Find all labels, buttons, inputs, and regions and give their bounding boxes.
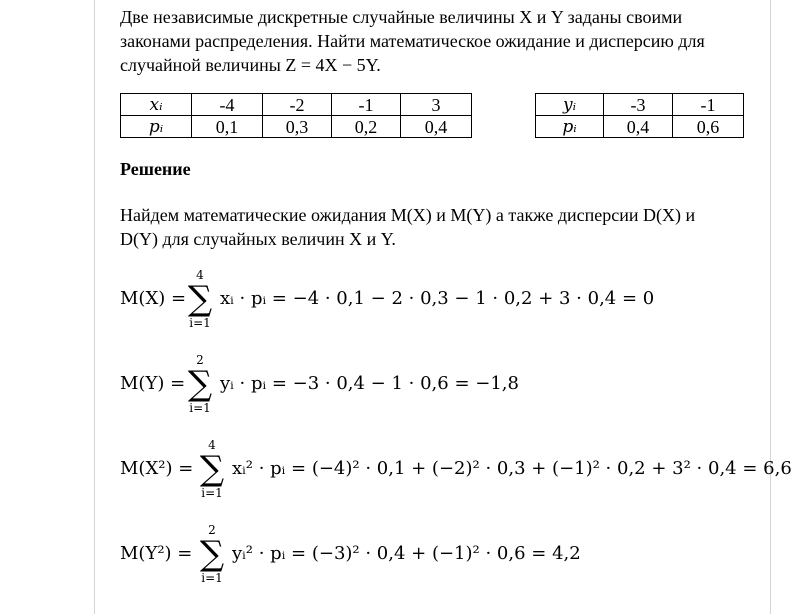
- table-cell: -1: [673, 94, 744, 116]
- sigma-symbol: ∑: [187, 364, 213, 404]
- page-margin-line-left: [94, 0, 95, 614]
- problem-statement: [120, 5, 760, 77]
- solution-heading: Решение: [120, 159, 191, 179]
- summation-sign: [184, 353, 216, 415]
- table-cell: 0,1: [192, 116, 263, 138]
- problem-line-3: случайной величины Z = 4X − 5Y.: [120, 55, 381, 75]
- summation-sign: [196, 438, 228, 500]
- sum-upper-limit: 4: [208, 438, 216, 452]
- table-cell: yᵢ: [536, 94, 604, 116]
- formula-lhs: M(X) =: [120, 288, 187, 309]
- page-margin-line-right: [770, 0, 771, 614]
- table-cell: -2: [263, 94, 332, 116]
- table-cell: 0,4: [604, 116, 673, 138]
- intro-line-2: D(Y) для случайных величин X и Y.: [120, 229, 396, 249]
- formula-lhs: M(Y) =: [120, 373, 186, 394]
- problem-line-1: Две независимые дискретные случайные величины X и Y заданы своими: [120, 7, 683, 27]
- distribution-table-x: [120, 93, 472, 138]
- table-cell: 0,2: [332, 116, 401, 138]
- table-cell: pᵢ: [536, 116, 604, 138]
- problem-line-2: законами распределения. Найти математическое ожидание и дисперсию для: [120, 31, 705, 51]
- formula-rhs: yᵢ · pᵢ = −3 · 0,4 − 1 · 0,6 = −1,8: [220, 373, 519, 394]
- sigma-symbol: ∑: [187, 279, 213, 319]
- table-cell: -4: [192, 94, 263, 116]
- table-row: [121, 116, 472, 138]
- sum-lower-limit: i=1: [189, 316, 211, 330]
- sum-upper-limit: 2: [196, 353, 204, 367]
- formula-rhs: yᵢ² · pᵢ = (−3)² · 0,4 + (−1)² · 0,6 = 4,2: [232, 543, 581, 564]
- table-row: [536, 94, 744, 116]
- formula-rhs: xᵢ² · pᵢ = (−4)² · 0,1 + (−2)² · 0,3 + (−1)² · 0,2 + 3² · 0,4 = 6,6: [232, 458, 792, 479]
- formula-lhs: M(Y²) =: [120, 543, 193, 564]
- sum-lower-limit: i=1: [201, 486, 223, 500]
- sum-upper-limit: 4: [196, 268, 204, 282]
- table-cell: 0,6: [673, 116, 744, 138]
- table-cell: 3: [401, 94, 472, 116]
- table-cell: pᵢ: [121, 116, 192, 138]
- sigma-symbol: ∑: [199, 534, 225, 574]
- formula-rhs: xᵢ · pᵢ = −4 · 0,1 − 2 · 0,3 − 1 · 0,2 + 3 · 0,4 = 0: [220, 288, 655, 309]
- table-cell: xᵢ: [121, 94, 192, 116]
- sum-lower-limit: i=1: [189, 401, 211, 415]
- summation-sign: [184, 268, 216, 330]
- formula-lhs: M(X²) =: [120, 458, 194, 479]
- sum-upper-limit: 2: [208, 523, 216, 537]
- table-cell: 0,3: [263, 116, 332, 138]
- solution-intro: [120, 203, 760, 251]
- table-row: [121, 94, 472, 116]
- table-cell: 0,4: [401, 116, 472, 138]
- intro-line-1: Найдем математические ожидания M(X) и M(Y) а также дисперсии D(X) и: [120, 205, 696, 225]
- table-row: [536, 116, 744, 138]
- table-cell: -1: [332, 94, 401, 116]
- summation-sign: [196, 523, 228, 585]
- table-cell: -3: [604, 94, 673, 116]
- sum-lower-limit: i=1: [201, 571, 223, 585]
- distribution-table-y: [535, 93, 744, 138]
- sigma-symbol: ∑: [199, 449, 225, 489]
